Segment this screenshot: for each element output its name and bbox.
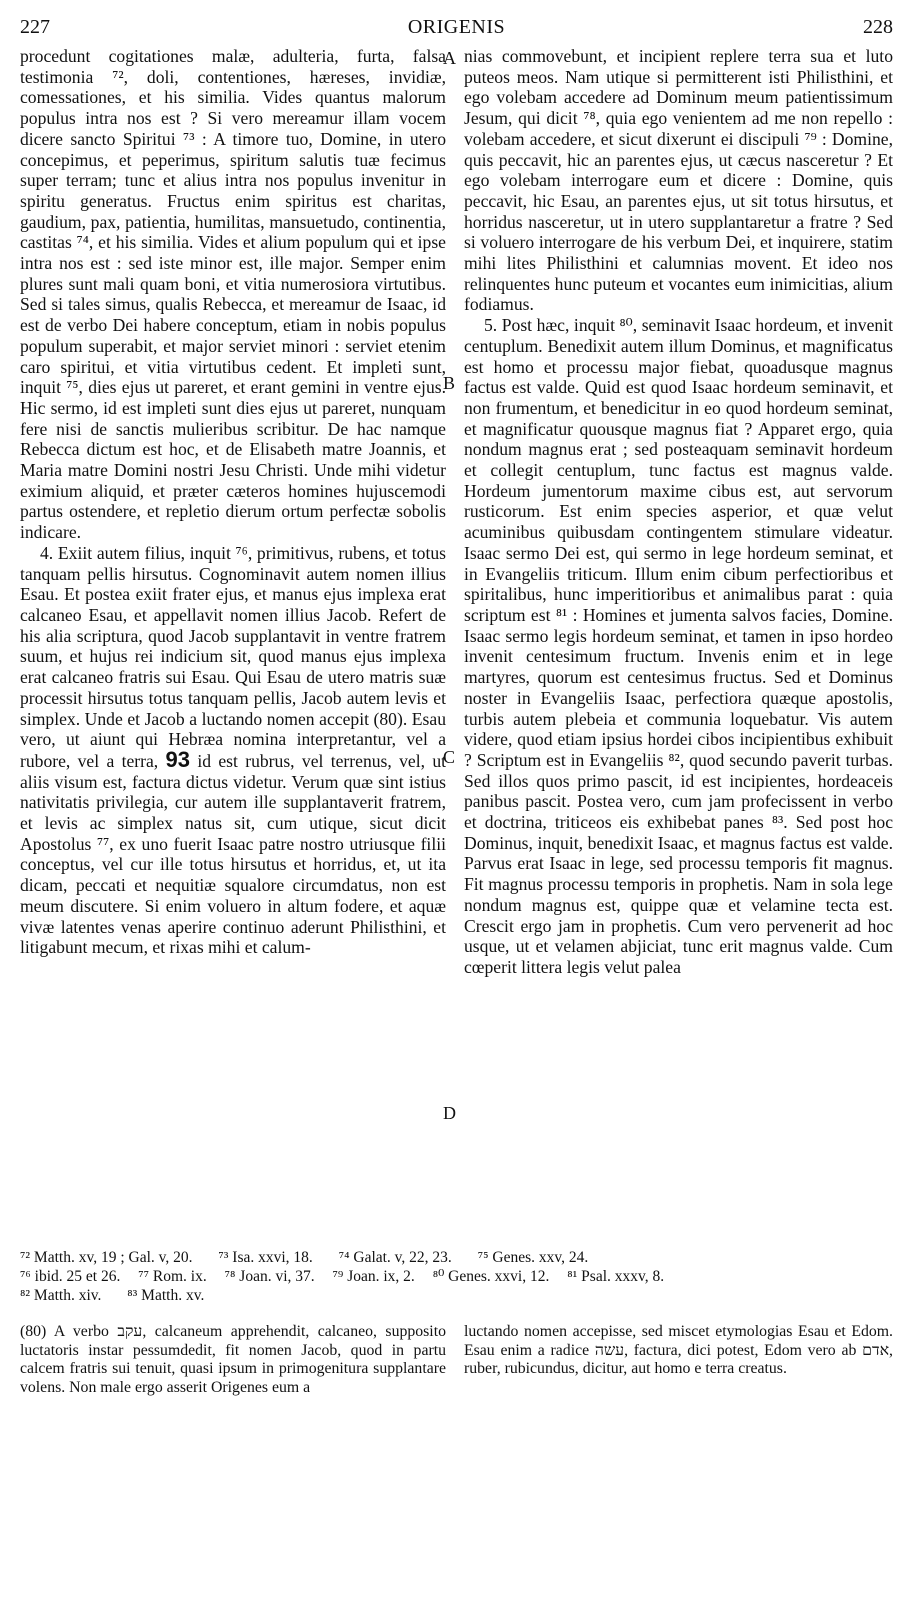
left-page-number: 227: [20, 16, 50, 38]
footnote-76: ⁷⁶ ibid. 25 et 26.: [20, 1268, 121, 1285]
footnote-83: ⁸³ Matth. xv.: [127, 1287, 205, 1304]
footnote-81: ⁸¹ Psal. xxxv, 8.: [567, 1268, 665, 1285]
right-paragraph-1: nias commovebunt, et incipient replere terra sua et luto puteos meos. Nam utique si permitterent isti Philisthini, et ego volebam accedere ad Dominum meum patientissimum Jesum, qui dicit ⁷⁸, quia ego venientem ad me non repello : volebam accedere, et sicut dixerunt ei discipuli ⁷⁹ : Domine, quis peccavit, hic an parentes ejus, ut cæcus nasceretur ? Et ego volebam interrogare eum et dicere : Domine, quis peccavit, hic Esau, an parentes ejus, ut sit totus hirsutus, et horridus nasceretur, ut in utero supplantaretur a fratre ? Sed si voluero interrogare de his verbum Dei, et inquirere, statim mihi lites Philisthini et calumnias movent. Et ideo nos relinquentes hunc puteum et vocantes eum inimicitias, alium fodiamus.: [464, 46, 893, 315]
left-paragraph-1: procedunt cogitationes malæ, adulteria, furta, falsa testimonia ⁷², doli, contentiones, hæreses, invidiæ, comessationes, et his similia. Vides quantus malorum populus intra nos est ? Si vero mereamur illam vocem dicere sancto Spiritui ⁷³ : A timore tuo, Domine, in utero concepimus, et peperimus, spiritum salutis tuæ fecimus super terram; tunc et alius intra nos populus invenitur in spiritu generatus. Fructus enim spiritus est charitas, gaudium, pax, patientia, humilitas, mansuetudo, continentia, castitas ⁷⁴, et his similia. Vides et alium populum qui et ipse intra nos est : sed iste minor est, ille major. Semper enim plures sunt mali quam boni, et vitia numerosiora virtutibus. Sed si tales simus, qualis Rebecca, et mereamur de Isaac, id est de verbo Dei habere conceptum, etiam in nobis populus populum superabit, et major serviet minori : serviet etenim caro spiritui, et vitia virtutibus cedent. Et impleti sunt, inquit ⁷⁵, dies ejus ut pareret, et erant gemini in ventre ejus. Hic sermo, id est impleti sunt dies ejus ut pareret, nunquam fere nisi de sanctis mulieribus scribitur. De hac namque Rebecca dictum est hoc, et de Elisabeth matre Joannis, et Maria matre Domini nostri Jesu Christi. Unde mihi videtur eximium aliquid, et præter cæteros homines hujuscemodi partus ostendere, et repletio dierum ortum perfectæ sobolis indicare.: [20, 46, 446, 543]
margin-letter-a: A: [443, 48, 456, 68]
left-paragraph-2-start: 4. Exiit autem filius, inquit ⁷⁶, primitivus, rubens, et totus tanquam pellis hirsutus. Cognominavit autem nomen illius Esau. Et postea exiit frater ejus, et manus ejus implexa erat calcaneo Esau, et appellavit nomen illius Jacob. Refert de his alia scriptura, quod Jacob supplantavit in ventre fratrem suum, et hujus rei indicium sit, quod manus ejus implexa erat calcaneo fratris sui Esau. Qui Esau de utero matris suæ processit hirsutus totus tanquam pellis, Jacob autem levis et simplex. Unde et Jacob a luctando nomen accepit (80). Esau vero, ut aiunt qui Hebræa nomina interpretantur, vel a rubore, vel a terra,: [20, 542, 446, 771]
footnote-75: ⁷⁵ Genes. xxv, 24.: [477, 1249, 589, 1266]
left-paragraph-2: [20, 543, 446, 958]
footnote-74: ⁷⁴ Galat. v, 22, 23.: [338, 1249, 452, 1266]
footnote-80: ⁸⁰ Genes. xxvi, 12.: [432, 1268, 550, 1285]
margin-letter-d: D: [443, 1103, 456, 1123]
left-column: [20, 46, 446, 958]
right-page-number: 228: [863, 16, 893, 38]
column-number: 93: [165, 746, 191, 772]
footnotes: [20, 1248, 893, 1305]
left-paragraph-2-end: id est rubrus, vel terrenus, vel, ut aliis visum est, factura dictus videtur. Verum quæ sint istius nativitatis privilegia, cur autem ille supplantaverit fratrem, et levis ac simplex natus sit, cum utique, sicut dicit Apostolus ⁷⁷, ex uno fuerit Isaac patre nostro utriusque filii conceptus, vel cur ille totus hirsutus et horridus, et, ut ita dicam, peccati et nequitiæ squalore circumdatus, non est meum discutere. Si enim voluero in altum fodere, et aquæ vivæ latentes venas aperire continuo aderunt Philisthini, et litigabunt mecum, et rixas mihi et calum-: [20, 750, 446, 958]
running-title: ORIGENIS: [407, 16, 506, 38]
footnote-line-1: [20, 1248, 893, 1267]
footnote-79: ⁷⁹ Joan. ix, 2.: [332, 1268, 415, 1285]
commentary-right: luctando nomen accepisse, sed miscet etymologias Esau et Edom. Esau enim a radice עשה, factura, dici potest, Edom vero ab אדם, ruber, rubicundus, dicitur, aut homo e terra creatus.: [464, 1323, 893, 1378]
footnote-72: ⁷² Matth. xv, 19 ; Gal. v, 20.: [20, 1249, 193, 1266]
right-paragraph-2: 5. Post hæc, inquit ⁸⁰, seminavit Isaac hordeum, et invenit centuplum. Benedixit autem illum Dominus, et magnificatus est homo et processu major fiebat, quoadusque magnus factus est valde. Quid est quod Isaac hordeum seminavit, et non frumentum, et benedicitur in eo quod hordeum seminat, et magnificatur quousque magnus fiat ? Apparet ergo, quia nondum magnus erat ; sed posteaquam seminavit hordeum et collegit centuplum, tunc factus est magnus valde. Hordeum jumentorum maxime cibus est, aut servorum rusticorum. Est enim species asperior, et quæ velut acuminibus quibusdam contingentem stimulare videatur. Isaac sermo Dei est, qui sermo in lege hordeum seminat, et in Evangeliis triticum. Illum enim cibum perfectioribus et spiritalibus, hunc imperitioribus et animalibus parat : quia scriptum est ⁸¹ : Homines et jumenta salvos facies, Domine. Isaac sermo legis hordeum seminat, et tamen in ipso hordeo invenit centesimum fructum. Invenis enim et in lege martyres, quorum est centesimus fructus. Sed et Dominus noster in Evangeliis Isaac, perfectiora quæque apostolis, turbis autem plebeia et communia loquebatur. Vis autem videre, quod etiam ipsius hordei cibos incipientibus exhibuit ? Scriptum est in Evangeliis ⁸², quod secundo paverit turbas. Sed illos quos primo pascit, id est incipientes, hordeaceis panibus pascit. Postea vero, cum jam profecissent in verbo et doctrina, triticeos eis exhibebat panes ⁸³. Sed post hoc Dominus, inquit, benedixit Isaac, et magnus factus est valde. Parvus erat Isaac in lege, sed processu temporis fit magnus. Fit magnus processu temporis in prophetis. Nam in sola lege nondum magnus est, quippe quæ et velamine tecta est. Crescit ergo jam in prophetis. Cum vero pervenerit ad hoc usque, ut et velamen abjiciat, tunc erit magnus valde. Cum cœperit littera legis velut palea: [464, 315, 893, 977]
page-header: [20, 16, 893, 44]
footnote-77: ⁷⁷ Rom. ix.: [138, 1268, 207, 1285]
footnote-73: ⁷³ Isa. xxvi, 18.: [218, 1249, 313, 1266]
margin-letter-c: C: [443, 747, 456, 767]
footnote-82: ⁸² Matth. xiv.: [20, 1287, 102, 1304]
commentary-left: (80) A verbo עקב, calcaneum apprehendit, calcaneo, supposito luctatoris instar pessumdedit, fit nomen Jacob, quod in partu calcem fratris sui tenuit, quasi ipsum in primogenitura supplantare volens. Non male ergo asserit Origenes eum a: [20, 1323, 446, 1396]
footnote-line-3: [20, 1286, 893, 1305]
footnote-line-2: [20, 1267, 893, 1286]
footnote-78: ⁷⁸ Joan. vi, 37.: [224, 1268, 315, 1285]
margin-letter-b: B: [443, 373, 456, 393]
right-column: [464, 46, 893, 978]
